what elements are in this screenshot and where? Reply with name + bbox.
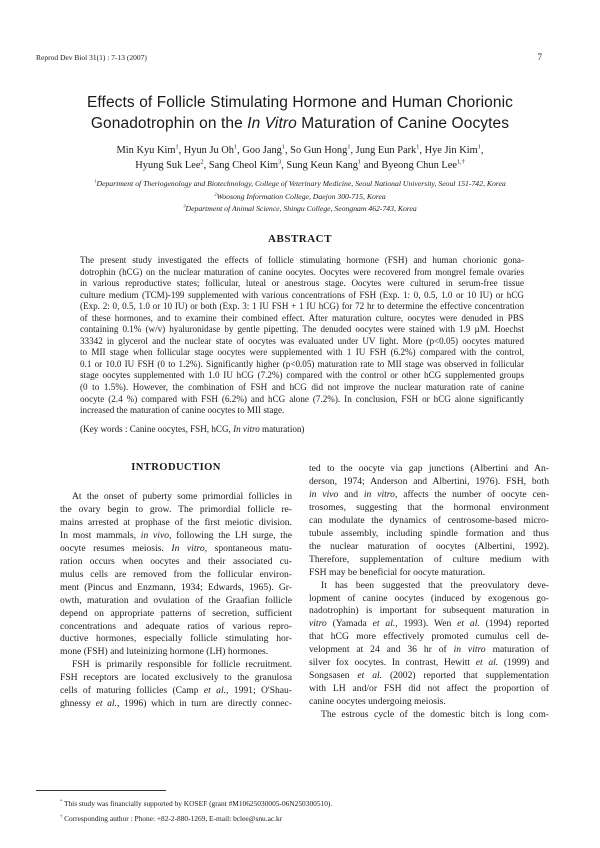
body-line: FSH may be beneficial for oocyte maturation. (309, 566, 486, 578)
abstract-line: (0 to 1.5%). However, the combination of FSH and hCG did not improve the nuclear maturation rate of canine (80, 382, 524, 393)
body-line: the ovary begin to grow. The primordial follicle re- (60, 503, 292, 515)
right-column (309, 463, 549, 722)
affiliation-2: $^2$Woosong Information College, Daejon 300-715, Korea (214, 191, 386, 201)
body-line: oocyte resumes meiosis. In vitro, spontaneous matu- (60, 542, 292, 554)
body-line: concentrations and adequate ratios of various repro- (60, 620, 292, 632)
body-line: vitro (Yamada et al., 1993). Wen et al. (1994) reported (309, 618, 549, 630)
author-line-2: Hyung Suk Lee$^2$, Sang Cheol Kim$^3$, Sung Keun Kang$^1$ and Byeong Chun Lee$^{1,\dagger}$ (135, 158, 465, 171)
body-line: FSH is primarily responsible for follicle recruitment. (72, 659, 292, 671)
body-line: the nuclear maturation of oocytes (Albertini, 1992). (309, 540, 549, 552)
abstract-line: stage oocytes supplemented with 1.0 IU hCG (7.2%) compared with the control or other hCG supplemented groups (80, 370, 524, 381)
body-line: velopment at 24 and 36 hr of in vitro maturation of (309, 644, 550, 656)
author-line-1: Min Kyu Kim$^1$, Hyun Ju Oh$^1$, Goo Jang$^1$, So Gun Hong$^1$, Jung Eun Park$^1$, Hye Jin Kim$^1$, (116, 143, 484, 156)
abstract-line: oocyte (2.4 %) compared with FSH (6.2%) and hCG alone (7.2%). In conclusion, FSH or hCG alone significantly (80, 393, 524, 404)
body-line: ghnessy et al., 1996) which in turn are directly connec- (60, 698, 293, 710)
abstract-line: The present study investigated the effects of follicle stimulating hormone (FSH) and human chorionic gona- (80, 255, 524, 265)
footnote-funding: * This study was financially supported by KOSEF (grant #M10625030005-06N250300510). (60, 798, 333, 808)
affiliation-list (40, 178, 560, 216)
body-line: trosomes, suggesting that the hormonal environment (309, 501, 549, 513)
body-line: ted to the oocyte via gap junctions (Albertini and An- (309, 463, 549, 474)
abstract-line: increased the maturation of canine oocytes to MII stage. (80, 405, 285, 416)
affiliation-3: $^3$Department of Animal Science, Shingu College, Seongnam 462-743, Korea (183, 203, 417, 214)
body-line: The estrous cycle of the domestic bitch is long com- (321, 709, 549, 721)
keywords: (Key words : Canine oocytes, FSH, hCG, In vitro maturation) (80, 424, 305, 434)
article-title (40, 92, 560, 134)
body-line: tubule assembly, including spindle formation and thus (309, 527, 549, 539)
abstract-line: culture medium (TCM)-199 supplemented with various concentrations of FSH (Exp. 1: 0, 0.5, 1.0 or 10 IU) or hCG (80, 289, 524, 300)
abstract-line: containing 0.1% (w/v) hyaluronidase by gentle pipetting. The denuded oocytes were stained with 1.9 µM. Hoechst (80, 324, 524, 335)
affiliation-1: $^1$Department of Theriogenology and Biotechnology, College of Veterinary Medicine, Seoul National University, Seoul 151-742, Korea (94, 178, 506, 188)
abstract-line: in various reproductive states; follicular, luteal or anestrous stage. Oocytes were cultured in serum-free tissue (80, 278, 524, 289)
abstract-line: (Exp. 2: 0, 0.5, 1.0 or 10 IU) or both (Exp. 3: 1 IU FSH + 1 IU hCG) for 72 hr to determine the effective concentration (80, 301, 524, 312)
footnote-corresponding: † Corresponding author : Phone: +82-2-880-1269, E-mail: bclee@snu.ac.kr (60, 813, 283, 823)
abstract-body (80, 255, 524, 417)
body-line: silver fox oocytes. In contrast, Hewitt et al. (1999) and (309, 657, 550, 669)
body-line: mone (FSH) and luteinizing hormone (LH) hormones. (60, 646, 269, 658)
body-line: that hCG more effectively promoted cumulus cell de- (309, 631, 549, 643)
body-line: cells of maturing follicles (Camp et al., 1991; O'Shau- (60, 685, 292, 697)
body-line: owth, maturation and ovulation of the Graafian follicle (60, 594, 292, 606)
left-column (60, 491, 292, 711)
abstract-heading: ABSTRACT (268, 233, 332, 245)
body-line: Therefore, supplementation of culture medium with (309, 553, 549, 565)
title-line-2: Gonadotrophin on the In Vitro Maturation of Canine Oocytes (90, 115, 510, 132)
body-line: in vivo and in vitro, affects the number of oocyte cen- (309, 488, 550, 500)
introduction-heading: INTRODUCTION (131, 462, 221, 473)
abstract-line: to MII stage when follicular stage oocytes were supplemented with 1 IU FSH (6.2%) compared with the control, (80, 347, 524, 358)
body-line: ductive hormones, especially follicle stimulating hor- (60, 633, 292, 645)
body-line: ment (Pincus and Enzmann, 1934; Edwards, 1965). Gr- (60, 581, 292, 593)
running-head: Reprod Dev Biol 31(1) : 7-13 (2007) (36, 53, 147, 62)
body-line: mulus cells are removed from the follicular environ- (60, 568, 292, 580)
body-line: can modulate the dynamics of centrosome-based micro- (309, 514, 549, 526)
body-line: depend on appropriate patterns of secretion, sufficient (60, 607, 292, 619)
author-list (40, 144, 560, 173)
body-line: nadotrophin) is important for subsequent maturation in (309, 605, 549, 617)
abstract-line: 0.1 or 10.0 IU FSH (0 to 1.2%). Significantly higher (p<0.05) maturation rate to MII stage was observed in follicular (80, 358, 524, 369)
body-line: canine oocytes undergoing meiosis. (309, 696, 446, 708)
abstract-line: 33342 in glycerol and the nuclear state of oocytes was evaluated under UV light. More (p<0.05) oocytes matured (80, 335, 524, 346)
body-line: with LH and/or FSH did not affect the proportion of (309, 683, 549, 695)
footnotes (60, 796, 332, 826)
title-line-1: Effects of Follicle Stimulating Hormone and Human Chorionic (86, 94, 514, 111)
body-line: At the onset of puberty some primordial follicles in (72, 491, 292, 502)
body-line: In most mammals, in vivo, following the LH surge, the (60, 529, 293, 541)
body-line: ration occurs when oocytes and their associated cu- (60, 555, 292, 567)
body-line: derson, 1974; Anderson and Albertini, 1976). FSH, both (309, 475, 549, 487)
footnote-divider (36, 790, 166, 791)
abstract-line: dotrophin (hCG) on the nuclear maturation of canine oocytes. Oocytes were recovered from mongrel female ovaries (80, 266, 524, 277)
abstract-line: of these hormones, and to examine their combined effect. After maturation culture, oocytes were denuded in PBS (80, 312, 524, 323)
body-line: It has been suggested that the preovulatory deve- (321, 579, 549, 591)
body-line: lopment of canine oocytes (induced by exogenous go- (309, 592, 549, 604)
body-line: mains arrested at prophase of the first meiotic division. (60, 516, 292, 528)
body-line: Songsasen et al. (2002) reported that supplementation (309, 670, 550, 682)
page-number: 7 (537, 52, 542, 62)
body-line: FSH receptors are located exclusively to the granulosa (60, 672, 292, 684)
